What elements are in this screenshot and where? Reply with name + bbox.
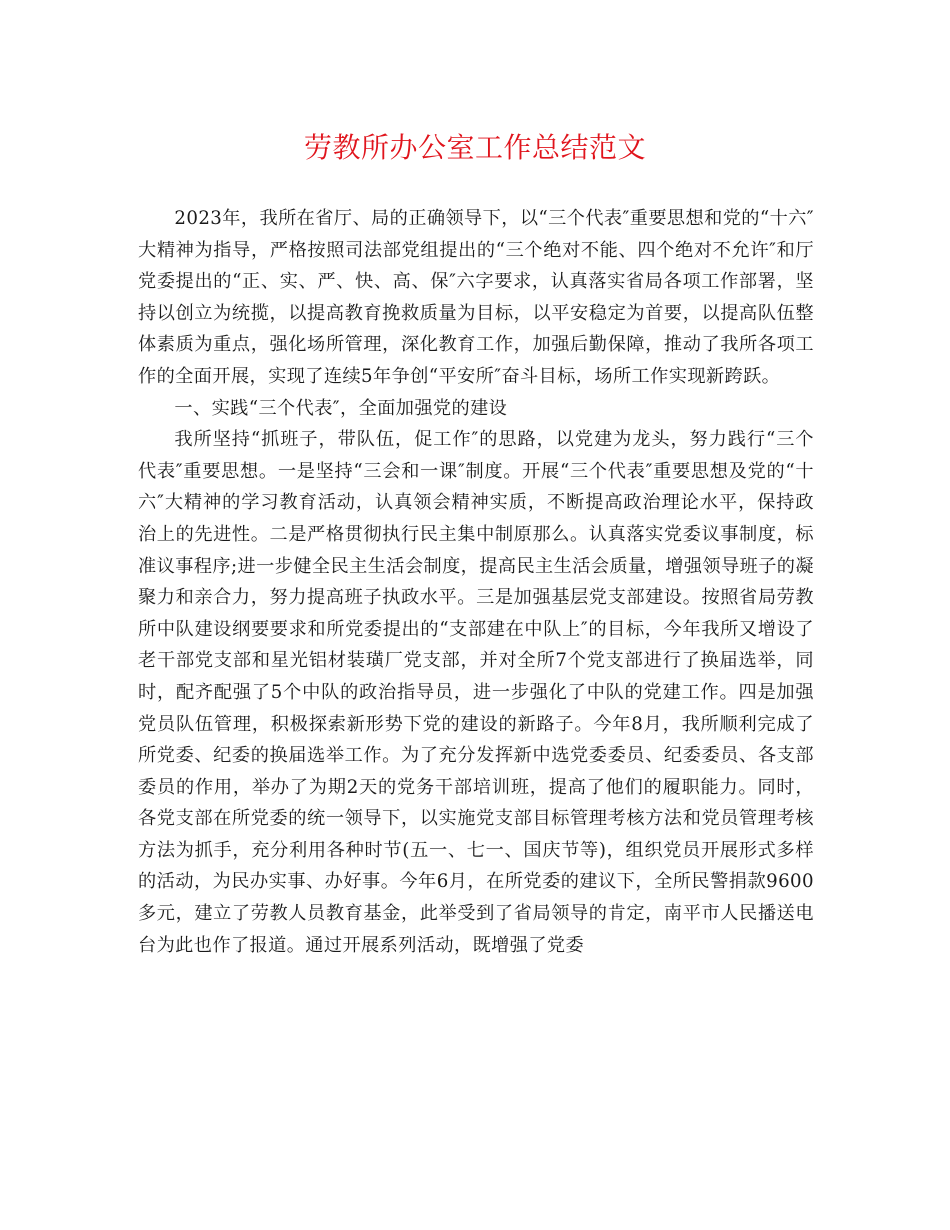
paragraph-intro: 2023年，我所在省厅、局的正确领导下，以“三个代表″重要思想和党的“十六″大精神为指导，严格按照司法部党组提出的“三个绝对不能、四个绝对不允许″和厅党委提出的“正、实、严、快、高、保″六字要求，认真落实省局各项工作部署，坚持以创立为统揽，以提高教育挽救质量为目标，以平安稳定为首要，以提高队伍整体素质为重点，强化场所管理，深化教育工作，加强后勤保障，推动了我所各项工作的全面开展，实现了连续5年争创“平安所″奋斗目标，场所工作实现新跨跃。 [138,208,814,387]
section-heading: 一、实践“三个代表″，全面加强党的建设 [174,397,508,419]
document-body [138,203,814,961]
paragraph-party-building: 我所坚持“抓班子，带队伍，促工作″的思路，以党建为龙头，努力践行“三个代表″重要思想。一是坚持“三会和一课″制度。开展“三个代表″重要思想及党的“十六″大精神的学习教育活动，认真领会精神实质，不断提高政治理论水平，保持政治上的先进性。二是严格贯彻执行民主集中制原那么。认真落实党委议事制度，标准议事程序;进一步健全民主生活会制度，提高民主生活会质量，增强领导班子的凝聚力和亲合力，努力提高班子执政水平。三是加强基层党支部建设。按照省局劳教所中队建设纲要要求和所党委提出的“支部建在中队上″的目标，今年我所又增设了老干部党支部和星光铝材装璜厂党支部，并对全所7个党支部进行了换届选举，同时，配齐配强了5个中队的政治指导员，进一步强化了中队的党建工作。四是加强党员队伍管理，积极探索新形势下党的建设的新路子。今年8月，我所顺利完成了所党委、纪委的换届选举工作。为了充分发挥新中选党委委员、纪委委员、各支部委员的作用，举办了为期2天的党务干部培训班，提高了他们的履职能力。同时，各党支部在所党委的统一领导下，以实施党支部目标管理考核方法和党员管理考核方法为抓手，充分利用各种时节(五一、七一、国庆节等)，组织党员开展形式多样的活动，为民办实事、办好事。今年6月，在所党委的建议下，全所民警捐款9600多元，建立了劳教人员教育基金，此举受到了省局领导的肯定，南平市人民播送电台为此也作了报道。通过开展系列活动，既增强了党委 [138,429,814,956]
document-title: 劳教所办公室工作总结范文 [303,131,646,164]
